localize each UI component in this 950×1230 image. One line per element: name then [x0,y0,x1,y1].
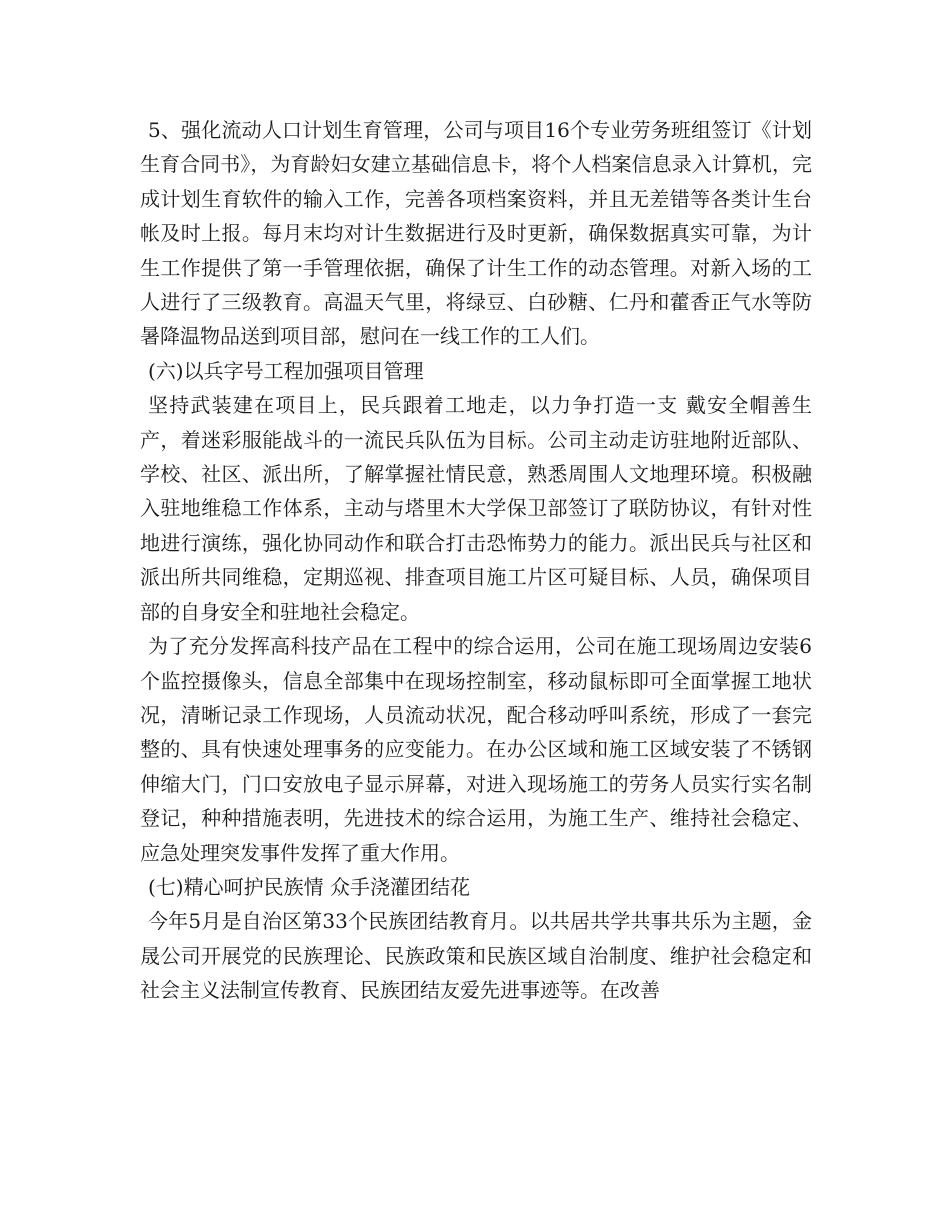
section-heading-7: (七)精心呵护民族情 众手浇灌团结花 [148,874,470,899]
paragraph-technology: 为了充分发挥高科技产品在工程中的综合运用，公司在施工现场周边安装6个监控摄像头，信息全部集中在现场控制室，移动鼠标即可全面掌握工地状况，清晰记录工作现场，人员流动状况，配合移动呼叫系统，形成了一套完整的、具有快速处理事务的应变能力。在办公区域和施工区域安装了不锈钢伸缩大门，门口安放电子显示屏幕，对进入现场施工的劳务人员实行实名制登记，种种措施表明，先进技术的综合运用，为施工生产、维持社会稳定、应急处理突发事件发挥了重大作用。 [140,634,812,865]
paragraph-militia: 坚持武装建在项目上，民兵跟着工地走，以力争打造一支 戴安全帽善生产，着迷彩服能战斗的一流民兵队伍为目标。公司主动走访驻地附近部队、学校、社区、派出所，了解掌握社情民意，熟悉周围人文地理环境。积极融入驻地维稳工作体系，主动与塔里木大学保卫部签订了联防协议，有针对性地进行演练，强化协同动作和联合打击恐怖势力的能力。派出民兵与社区和派出所共同维稳，定期巡视、排查项目施工片区可疑目标、人员，确保项目部的自身安全和驻地社会稳定。 [140,393,812,624]
section-heading-6: (六)以兵字号工程加强项目管理 [148,358,424,383]
paragraph-ethnic-unity: 今年5月是自治区第33个民族团结教育月。以共居共学共事共乐为主题，金晟公司开展党的民族理论、民族政策和民族区域自治制度、维护社会稳定和社会主义法制宣传教育、民族团结友爱先进事迹等。在改善 [140,909,812,1003]
document-body [140,113,812,1008]
paragraph-family-planning: 5、强化流动人口计划生育管理，公司与项目16个专业劳务班组签订《计划生育合同书》，为育龄妇女建立基础信息卡，将个人档案信息录入计算机，完成计划生育软件的输入工作，完善各项档案资料，并且无差错等各类计生台帐及时上报。每月末均对计生数据进行及时更新，确保数据真实可靠，为计生工作提供了第一手管理依据，确保了计生工作的动态管理。对新入场的工人进行了三级教育。高温天气里，将绿豆、白砂糖、仁丹和藿香正气水等防暑降温物品送到项目部，慰问在一线工作的工人们。 [140,118,812,349]
